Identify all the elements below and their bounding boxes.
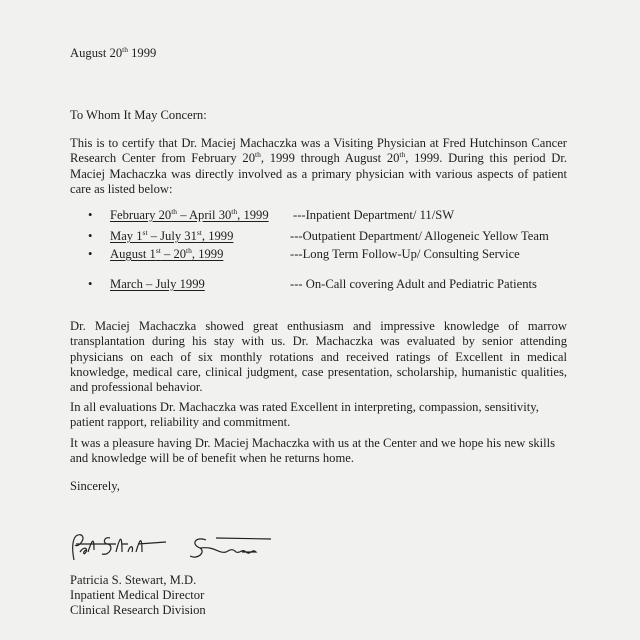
assignment-item: [88, 229, 568, 244]
paragraph-evaluation: Dr. Maciej Machaczka showed great enthusiasm and impressive knowledge of marrow transplantation during his stay with us. Dr. Machaczka was evaluated by senior attending physicians on each of six monthly rotations and received ratings of Excellent in medical knowledge, medical care, clinical judgment, case presentation, scholarship, humanistic qualities, and professional behavior.: [70, 319, 567, 395]
assignment-dates: March – July 1999: [110, 277, 205, 291]
bullet-icon: •: [88, 229, 93, 243]
assignment-dates: May 1st – July 31st, 1999: [110, 228, 234, 243]
assignment-item: [88, 208, 568, 223]
letter-date: August 20th 1999: [70, 45, 157, 60]
closing: Sincerely,: [70, 479, 120, 493]
paragraph-certification: This is to certify that Dr. Maciej Machaczka was a Visiting Physician at Fred Hutchinson Cancer Research Center from February 20th, 1999 through August 20th, 1999. During this period Dr. Maciej Machaczka was directly involved as a primary physician with various aspects of patient care as listed below:: [70, 136, 567, 196]
bullet-icon: •: [88, 277, 93, 291]
assignment-description: ---Outpatient Department/ Allogeneic Yellow Team: [290, 229, 549, 243]
assignment-item: [88, 247, 568, 262]
bullet-icon: •: [88, 208, 93, 222]
assignment-item: [88, 277, 568, 292]
assignment-description: ---Inpatient Department/ 11/SW: [293, 208, 455, 222]
signature: [66, 530, 276, 568]
paragraph-ratings: In all evaluations Dr. Machaczka was rated Excellent in interpreting, compassion, sensitivity, patient rapport, reliability and commitment.: [70, 400, 539, 430]
salutation: To Whom It May Concern:: [70, 108, 207, 122]
paragraph-closing-remarks: It was a pleasure having Dr. Maciej Machaczka with us at the Center and we hope his new skills and knowledge will be of benefit when he returns home.: [70, 436, 556, 466]
bullet-icon: •: [88, 247, 93, 261]
assignment-description: --- On-Call covering Adult and Pediatric Patients: [290, 277, 537, 291]
signer-title: Inpatient Medical Director: [70, 588, 205, 602]
assignment-description: ---Long Term Follow-Up/ Consulting Service: [290, 247, 520, 261]
assignment-dates: August 1st – 20th, 1999: [110, 246, 224, 261]
assignment-dates: February 20th – April 30th, 1999: [110, 207, 269, 222]
signer-name: Patricia S. Stewart, M.D.: [70, 573, 197, 587]
signer-division: Clinical Research Division: [70, 603, 206, 617]
